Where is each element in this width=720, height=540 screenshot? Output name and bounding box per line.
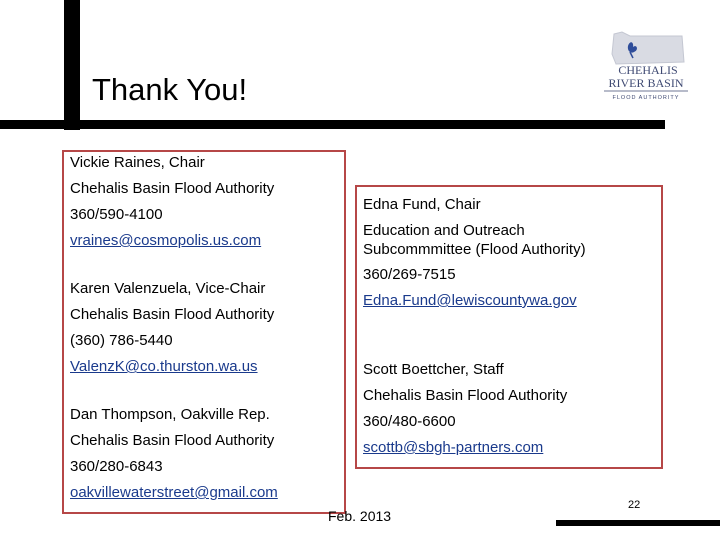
slide-title: Thank You! — [92, 72, 248, 107]
washington-state-map-icon — [600, 28, 692, 104]
contact-email-link[interactable]: scottb@sbgh-partners.com — [363, 439, 544, 456]
logo-line3: FLOOD AUTHORITY — [612, 95, 680, 101]
left-accent-bar — [64, 0, 80, 130]
title-underline-bar — [0, 120, 665, 129]
contact-name: Dan Thompson, Oakville Rep. — [70, 406, 270, 423]
left-contacts-box — [62, 150, 346, 514]
contact-org: Chehalis Basin Flood Authority — [70, 432, 275, 449]
contact-phone: 360/269-7515 — [363, 266, 456, 283]
contact-email-link[interactable]: ValenzK@co.thurston.wa.us — [70, 358, 258, 375]
contact-name: Edna Fund, Chair — [363, 196, 481, 213]
contact-email-link[interactable]: Edna.Fund@lewiscountywa.gov — [363, 292, 577, 309]
right-contacts-box — [355, 185, 663, 469]
contact-phone: 360/480-6600 — [363, 413, 456, 430]
chehalis-logo — [600, 28, 692, 104]
contact-org: Chehalis Basin Flood Authority — [70, 180, 275, 197]
logo-line1: CHEHALIS — [618, 63, 678, 77]
contact-name: Scott Boettcher, Staff — [363, 361, 504, 378]
logo-line2: RIVER BASIN — [608, 76, 684, 90]
footer-bar — [556, 520, 720, 526]
contact-email-link[interactable]: vraines@cosmopolis.us.com — [70, 232, 262, 249]
contact-phone: 360/590-4100 — [70, 206, 163, 223]
contact-org: Education and Outreach — [363, 222, 525, 239]
contact-phone: (360) 786-5440 — [70, 332, 173, 349]
contact-org: Subcommmittee (Flood Authority) — [363, 241, 586, 258]
footer-date: Feb. 2013 — [328, 508, 392, 524]
contact-org: Chehalis Basin Flood Authority — [363, 387, 568, 404]
contact-email-link[interactable]: oakvillewaterstreet@gmail.com — [70, 484, 278, 501]
contact-name: Vickie Raines, Chair — [70, 154, 205, 171]
contact-phone: 360/280-6843 — [70, 458, 163, 475]
contact-name: Karen Valenzuela, Vice-Chair — [70, 280, 266, 297]
page-number: 22 — [628, 499, 641, 511]
contact-org: Chehalis Basin Flood Authority — [70, 306, 275, 323]
